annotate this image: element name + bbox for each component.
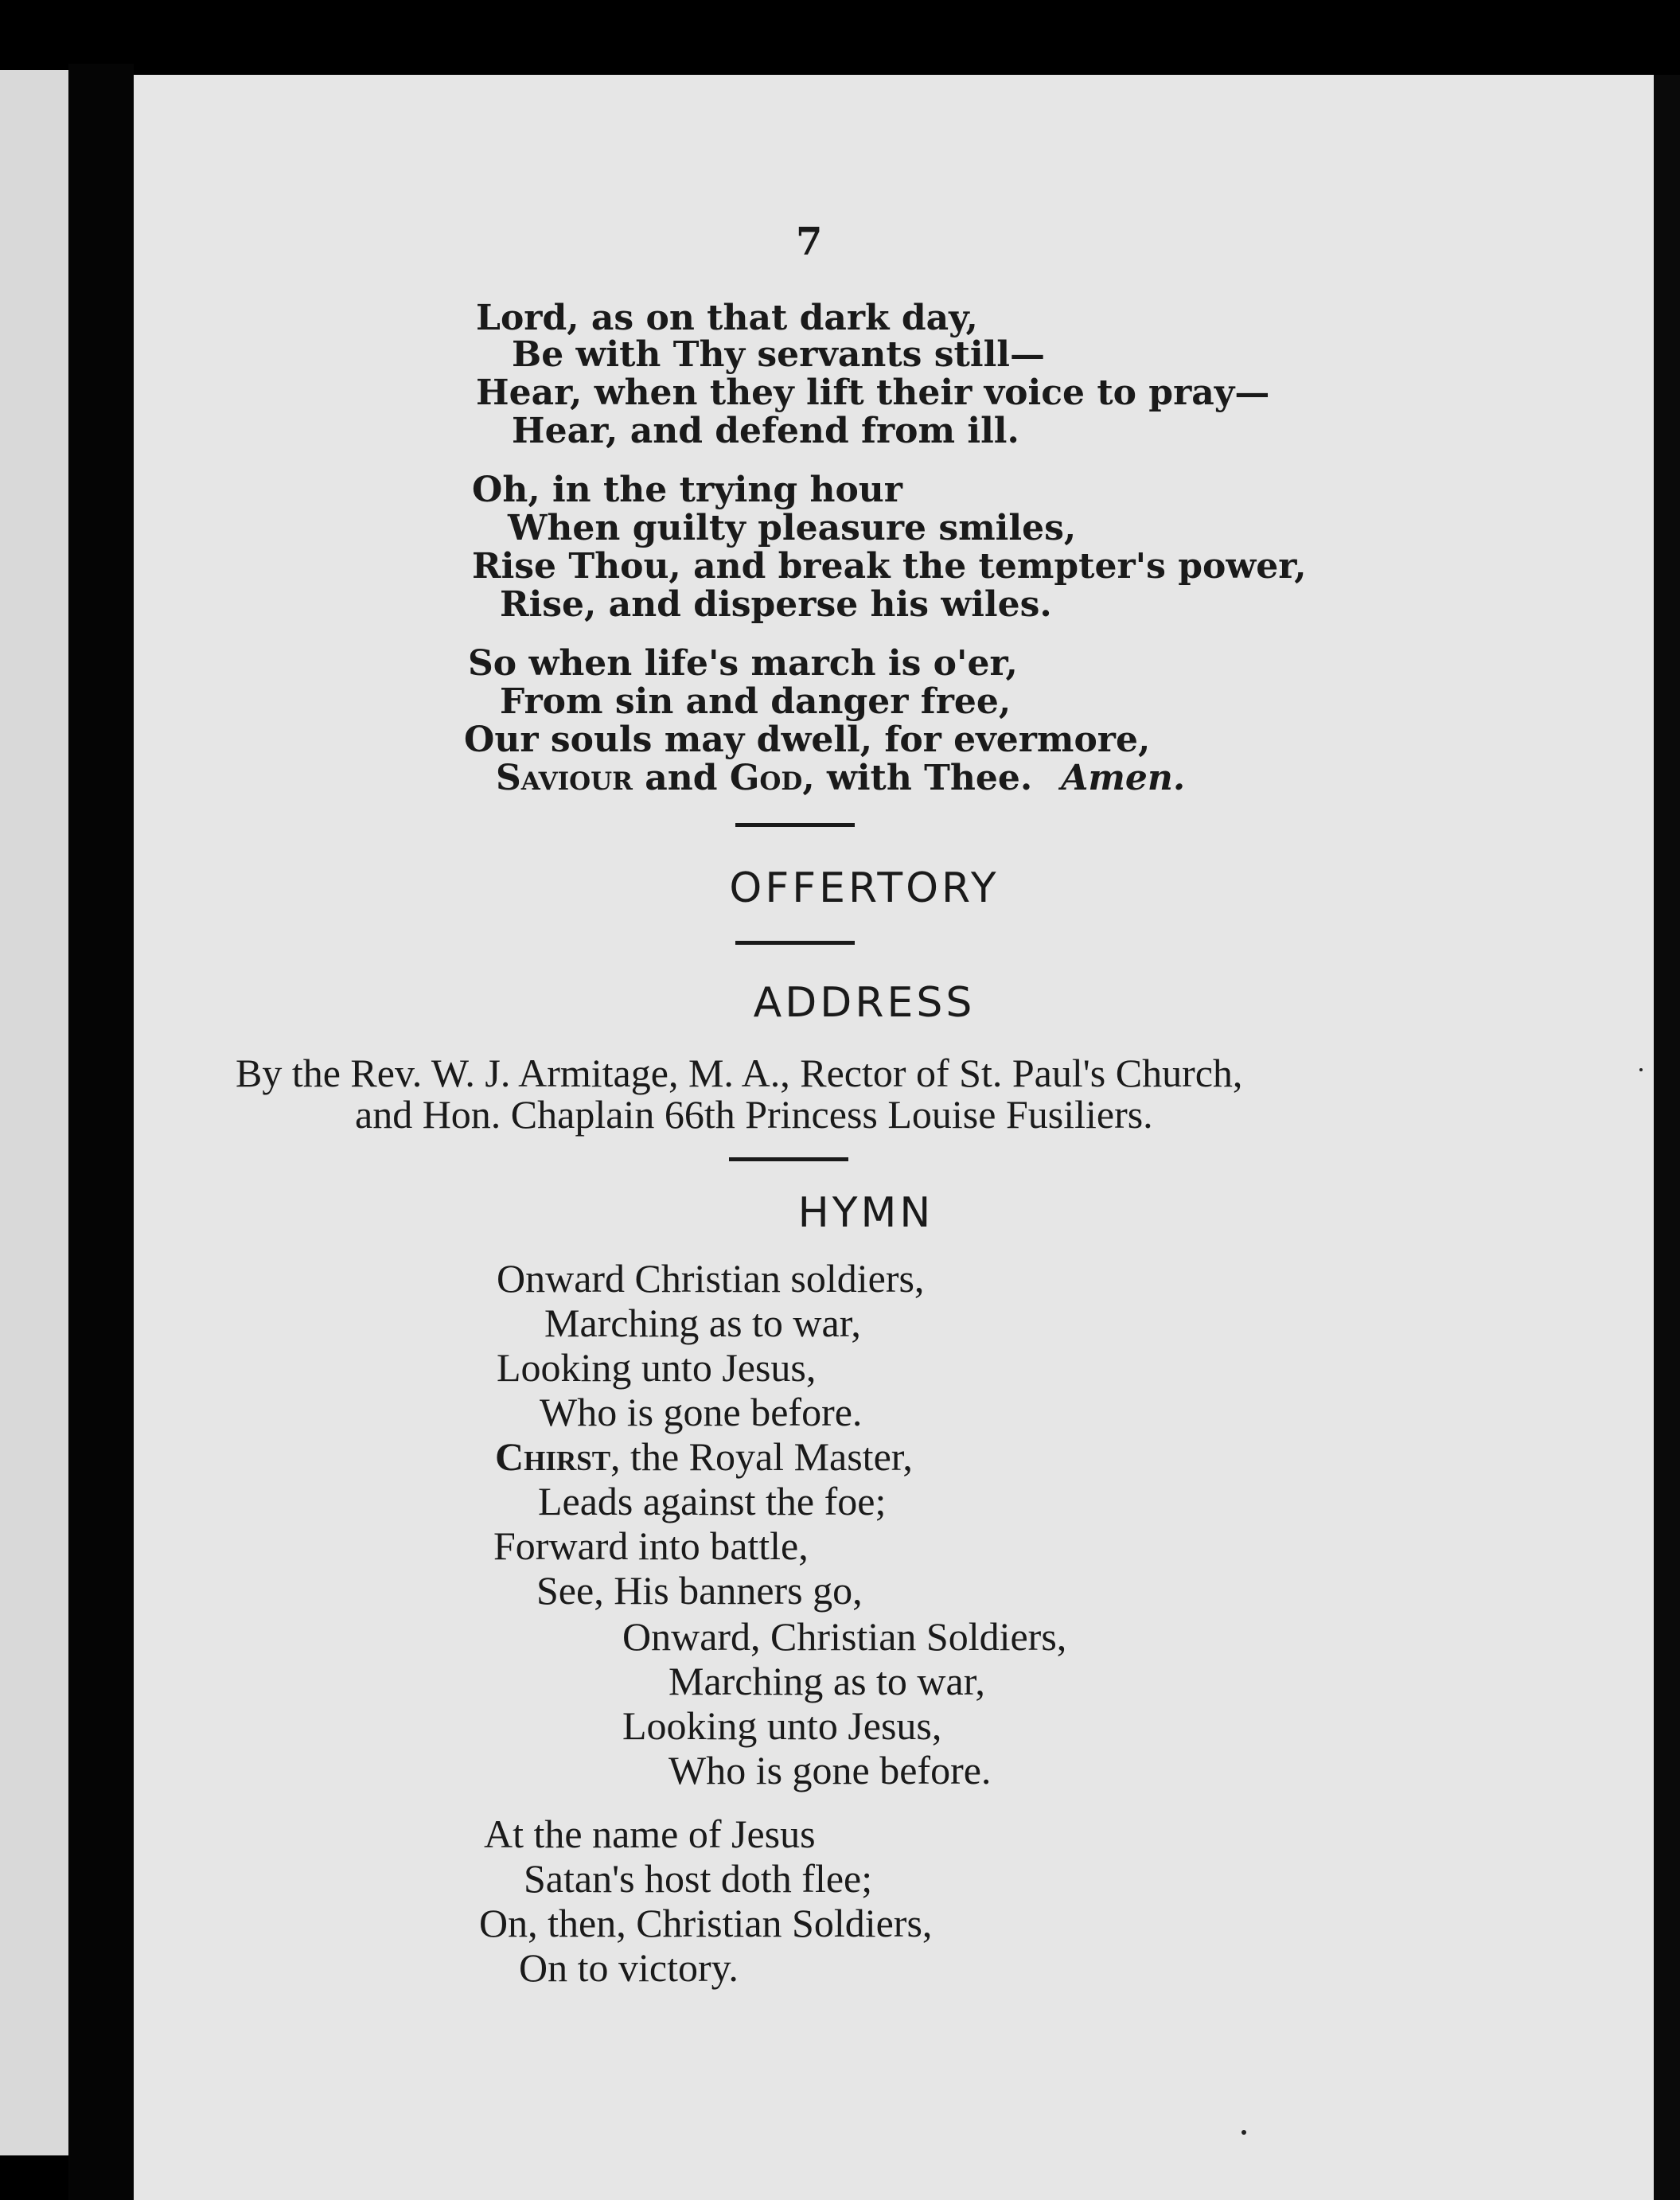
hymn1-line: From sin and danger free, — [500, 681, 1012, 722]
document-page — [134, 75, 1654, 2200]
hymn2-line: See, His banners go, — [536, 1568, 863, 1613]
hymn1-line: Rise Thou, and break the tempter's power, — [472, 546, 1307, 587]
hymn2-line: Leads against the foe; — [538, 1479, 887, 1523]
hymn2-line: Looking unto Jesus, — [497, 1345, 817, 1390]
hymn2-line — [495, 1436, 913, 1477]
section-divider — [735, 823, 855, 827]
section-divider — [729, 1157, 848, 1161]
hymn1-line: Be with Thy servants still— — [512, 334, 1046, 375]
hymn2-line: At the name of Jesus — [484, 1812, 816, 1856]
royal-master-text: , the Royal Master, — [610, 1434, 913, 1479]
address-line: By the Rev. W. J. Armitage, M. A., Rector of St. Paul's Church, — [236, 1051, 1243, 1095]
and-word: and — [632, 758, 730, 798]
page-number: 7 — [796, 220, 823, 264]
adjacent-page-edge — [0, 70, 68, 2155]
chorus-line: Looking unto Jesus, — [622, 1703, 942, 1748]
god-word: God — [729, 758, 803, 798]
hymn1-line: Our souls may dwell, for evermore, — [464, 720, 1151, 760]
hymn1-line: Hear, and defend from ill. — [512, 411, 1019, 451]
chorus-line: Marching as to war, — [668, 1659, 985, 1703]
chirst-word: Chirst — [495, 1434, 611, 1479]
hymn2-line: Forward into battle, — [493, 1523, 809, 1568]
paper-speck — [1241, 2130, 1246, 2135]
hymn2-line: Onward Christian soldiers, — [497, 1256, 925, 1301]
address-line: and Hon. Chaplain 66th Princess Louise Fusiliers. — [355, 1092, 1153, 1137]
hymn1-line: When guilty pleasure smiles, — [508, 508, 1077, 548]
hymn1-line: So when life's march is o'er, — [468, 643, 1018, 684]
hymn1-final-line — [496, 758, 1185, 799]
hymn2-line: Marching as to war, — [544, 1301, 861, 1345]
book-gutter — [68, 64, 134, 2200]
chorus-line: Who is gone before. — [668, 1748, 992, 1792]
hymn1-line: Rise, and disperse his wiles. — [500, 584, 1052, 625]
offertory-heading: OFFERTORY — [729, 864, 1000, 912]
hymn-heading: HYMN — [797, 1189, 934, 1237]
hymn1-line: Lord, as on that dark day, — [476, 298, 978, 338]
hymn2-line: Who is gone before. — [540, 1390, 863, 1434]
hymn1-line: Oh, in the trying hour — [472, 470, 902, 510]
section-divider — [735, 941, 855, 945]
chorus-line: Onward, Christian Soldiers, — [622, 1614, 1067, 1659]
hymn2-line: On to victory. — [519, 1945, 739, 1990]
hymn2-line: Satan's host doth flee; — [524, 1856, 873, 1901]
hymn1-line: Hear, when they lift their voice to pray— — [476, 373, 1270, 413]
saviour-word: Saviour — [496, 758, 633, 798]
hymn2-line: On, then, Christian Soldiers, — [479, 1901, 933, 1945]
address-heading: ADDRESS — [753, 979, 976, 1027]
amen-word: Amen. — [1061, 758, 1186, 798]
with-thee: , with Thee. — [802, 758, 1033, 798]
scan-border — [1654, 75, 1680, 2200]
paper-speck — [1639, 1068, 1643, 1071]
